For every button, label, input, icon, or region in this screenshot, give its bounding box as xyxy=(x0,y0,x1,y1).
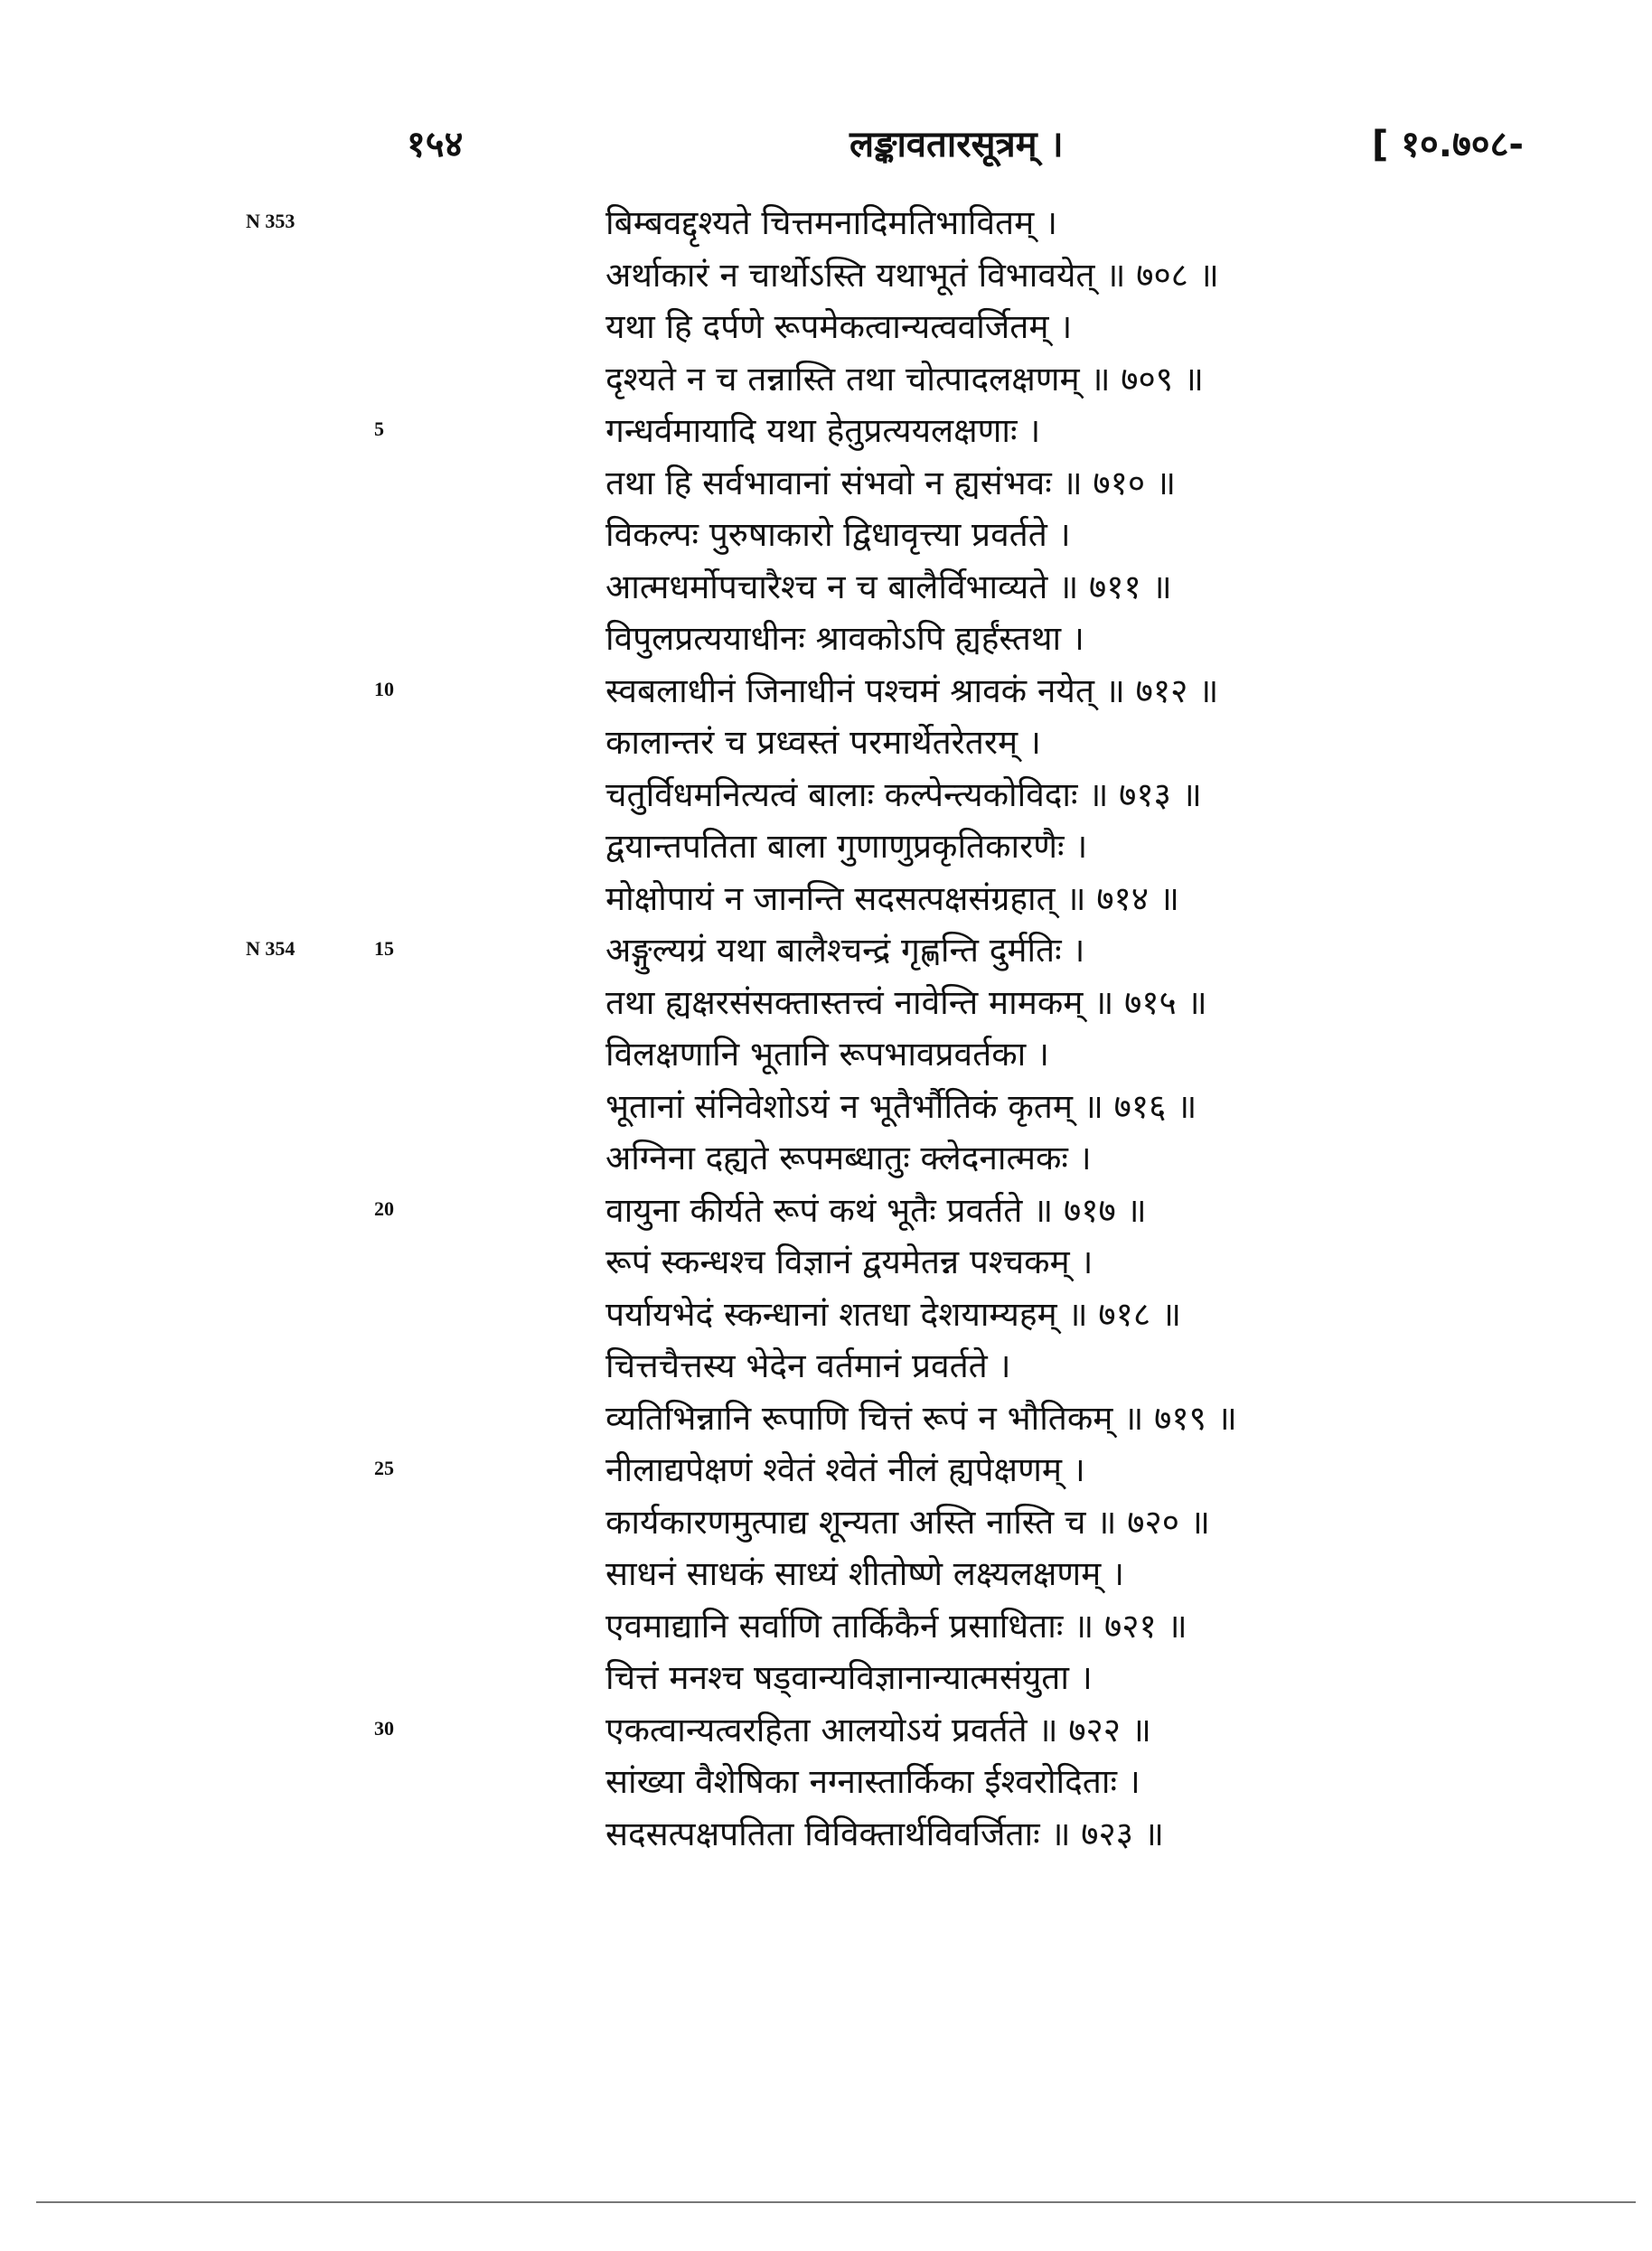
verse-line xyxy=(0,461,1652,513)
verse-line xyxy=(0,669,1652,721)
verse-line-text: अर्थाकारं न चार्थोऽस्ति यथाभूतं विभावयेत् ॥ ७०८ ॥ xyxy=(605,255,1219,295)
verse-line xyxy=(0,928,1652,980)
verse-line-text: विपुलप्रत्ययाधीनः श्रावकोऽपि ह्यर्हंस्तथा । xyxy=(605,619,1084,658)
verse-line xyxy=(0,1812,1652,1864)
running-title: लङ्कावतारसूत्रम् । xyxy=(849,124,1064,165)
verse-line-text: सांख्या वैशेषिका नग्नास्तार्किका ईश्वरोदिताः । xyxy=(605,1762,1140,1801)
verse-line-text: विलक्षणानि भूतानि रूपभावप्रवर्तका । xyxy=(605,1035,1049,1074)
verse-line-text: वायुना कीर्यते रूपं कथं भूतैः प्रवर्तते ॥ ७१७ ॥ xyxy=(605,1190,1147,1230)
verse-line-text: तथा ह्यक्षरसंसक्तास्तत्त्वं नावेन्ति मामकम् ॥ ७१५ ॥ xyxy=(605,982,1207,1022)
verse-line-text: एवमाद्यानि सर्वाणि तार्किकैर्न प्रसाधिताः ॥ ७२१ ॥ xyxy=(605,1606,1187,1646)
verse-line xyxy=(0,1032,1652,1084)
verse-line-text: अङ्गुल्यग्रं यथा बालैश्चन्द्रं गृह्णन्ति दुर्मतिः । xyxy=(605,931,1085,970)
page-header xyxy=(0,117,1652,172)
verse-line xyxy=(0,357,1652,409)
verse-line xyxy=(0,512,1652,565)
verse-line-text: व्यतिभिन्नानि रूपाणि चित्तं रूपं न भौतिकम् ॥ ७१९ ॥ xyxy=(605,1398,1237,1438)
verse-line-text: बिम्बवद्दृश्यते चित्तमनादिमतिभावितम् । xyxy=(605,203,1058,242)
manuscript-reference: N 353 xyxy=(246,210,296,232)
verse-text-block xyxy=(0,201,1652,1863)
verse-line xyxy=(0,565,1652,617)
verse-line xyxy=(0,201,1652,253)
verse-line xyxy=(0,1759,1652,1812)
verse-line xyxy=(0,1500,1652,1552)
verse-line xyxy=(0,616,1652,669)
verse-line-text: कार्यकारणमुत्पाद्य शून्यता अस्ति नास्ति च ॥ ७२० ॥ xyxy=(605,1502,1210,1542)
verse-line xyxy=(0,1084,1652,1137)
verse-line xyxy=(0,408,1652,461)
verse-line-text: चित्तचैत्तस्य भेदेन वर्तमानं प्रवर्तते । xyxy=(605,1346,1011,1385)
verse-line xyxy=(0,1344,1652,1396)
verse-line-text: गन्धर्वमायादि यथा हेतुप्रत्ययलक्षणाः । xyxy=(605,411,1041,450)
verse-line-text: चित्तं मनश्च षड्वान्यविज्ञानान्यात्मसंयुता । xyxy=(605,1658,1093,1697)
verse-line-text: साधनं साधकं साध्यं शीतोष्णे लक्ष्यलक्षणम् । xyxy=(605,1554,1125,1593)
verse-line xyxy=(0,1188,1652,1241)
line-number: 30 xyxy=(374,1716,394,1740)
verse-line-text: अग्निना दह्यते रूपमब्धातुः क्लेदनात्मकः । xyxy=(605,1139,1092,1177)
verse-line-text: तथा हि सर्वभावानां संभवो न ह्यसंभवः ॥ ७१० ॥ xyxy=(605,463,1177,502)
verse-line-text: पर्यायभेदं स्कन्धानां शतधा देशयाम्यहम् ॥ ७१८ ॥ xyxy=(605,1294,1181,1334)
verse-line-text: विकल्पः पुरुषाकारो द्विधावृत्त्या प्रवर्तते । xyxy=(605,515,1071,554)
verse-line xyxy=(0,877,1652,929)
verse-line-text: भूतानां संनिवेशोऽयं न भूतैर्भौतिकं कृतम् ॥ ७१६ ॥ xyxy=(605,1086,1197,1126)
verse-line xyxy=(0,1655,1652,1708)
verse-line-text: नीलाद्यपेक्षणं श्वेतं श्वेतं नीलं ह्यपेक्षणम् । xyxy=(605,1450,1085,1489)
verse-line-text: मोक्षोपायं न जानन्ति सदसत्पक्षसंग्रहात् ॥ ७१४ ॥ xyxy=(605,878,1179,918)
verse-line xyxy=(0,1604,1652,1656)
verse-line-text: सदसत्पक्षपतिता विविक्तार्थविवर्जिताः ॥ ७२३ ॥ xyxy=(605,1814,1164,1853)
line-number: 5 xyxy=(374,417,384,440)
verse-line xyxy=(0,1136,1652,1188)
verse-line xyxy=(0,1292,1652,1345)
verse-line-text: रूपं स्कन्धश्च विज्ञानं द्वयमेतन्न पश्चकम् । xyxy=(605,1243,1094,1281)
verse-line xyxy=(0,1240,1652,1292)
verse-line-text: एकत्वान्यत्वरहिता आलयोऽयं प्रवर्तते ॥ ७२२ ॥ xyxy=(605,1710,1151,1749)
verse-line xyxy=(0,1396,1652,1449)
page-number: १५४ xyxy=(407,124,464,165)
verse-line xyxy=(0,773,1652,825)
verse-line xyxy=(0,980,1652,1033)
verse-line-text: कालान्तरं च प्रध्वस्तं परमार्थेतरेतरम् । xyxy=(605,723,1041,762)
verse-line-text: स्वबलाधीनं जिनाधीनं पश्चमं श्रावकं नयेत् ॥ ७१२ ॥ xyxy=(605,671,1219,710)
line-number: 15 xyxy=(374,937,394,960)
line-number: 10 xyxy=(374,677,394,700)
verse-line-text: यथा हि दर्पणे रूपमेकत्वान्यत्ववर्जितम् । xyxy=(605,307,1073,346)
verse-line xyxy=(0,1552,1652,1604)
verse-line xyxy=(0,305,1652,357)
line-number: 25 xyxy=(374,1457,394,1479)
verse-line xyxy=(0,824,1652,877)
verse-line xyxy=(0,720,1652,773)
line-number: 20 xyxy=(374,1196,394,1220)
verse-line xyxy=(0,253,1652,305)
verse-line-text: दृश्यते न च तन्नास्ति तथा चोत्पादलक्षणम् ॥ ७०९ ॥ xyxy=(605,359,1204,399)
manuscript-reference: N 354 xyxy=(246,937,296,960)
verse-line xyxy=(0,1708,1652,1760)
verse-line-text: आत्मधर्मोपचारैश्च न च बालैर्विभाव्यते ॥ ७११ ॥ xyxy=(605,567,1172,606)
verse-range: [ १०.७०८- xyxy=(1372,124,1525,165)
bottom-rule xyxy=(36,2201,1636,2203)
verse-line xyxy=(0,1448,1652,1500)
verse-line-text: द्वयान्तपतिता बाला गुणाणुप्रकृतिकारणैः । xyxy=(605,827,1088,866)
verse-line-text: चतुर्विधमनित्यत्वं बालाः कल्पेन्त्यकोविदाः ॥ ७१३ ॥ xyxy=(605,774,1202,814)
